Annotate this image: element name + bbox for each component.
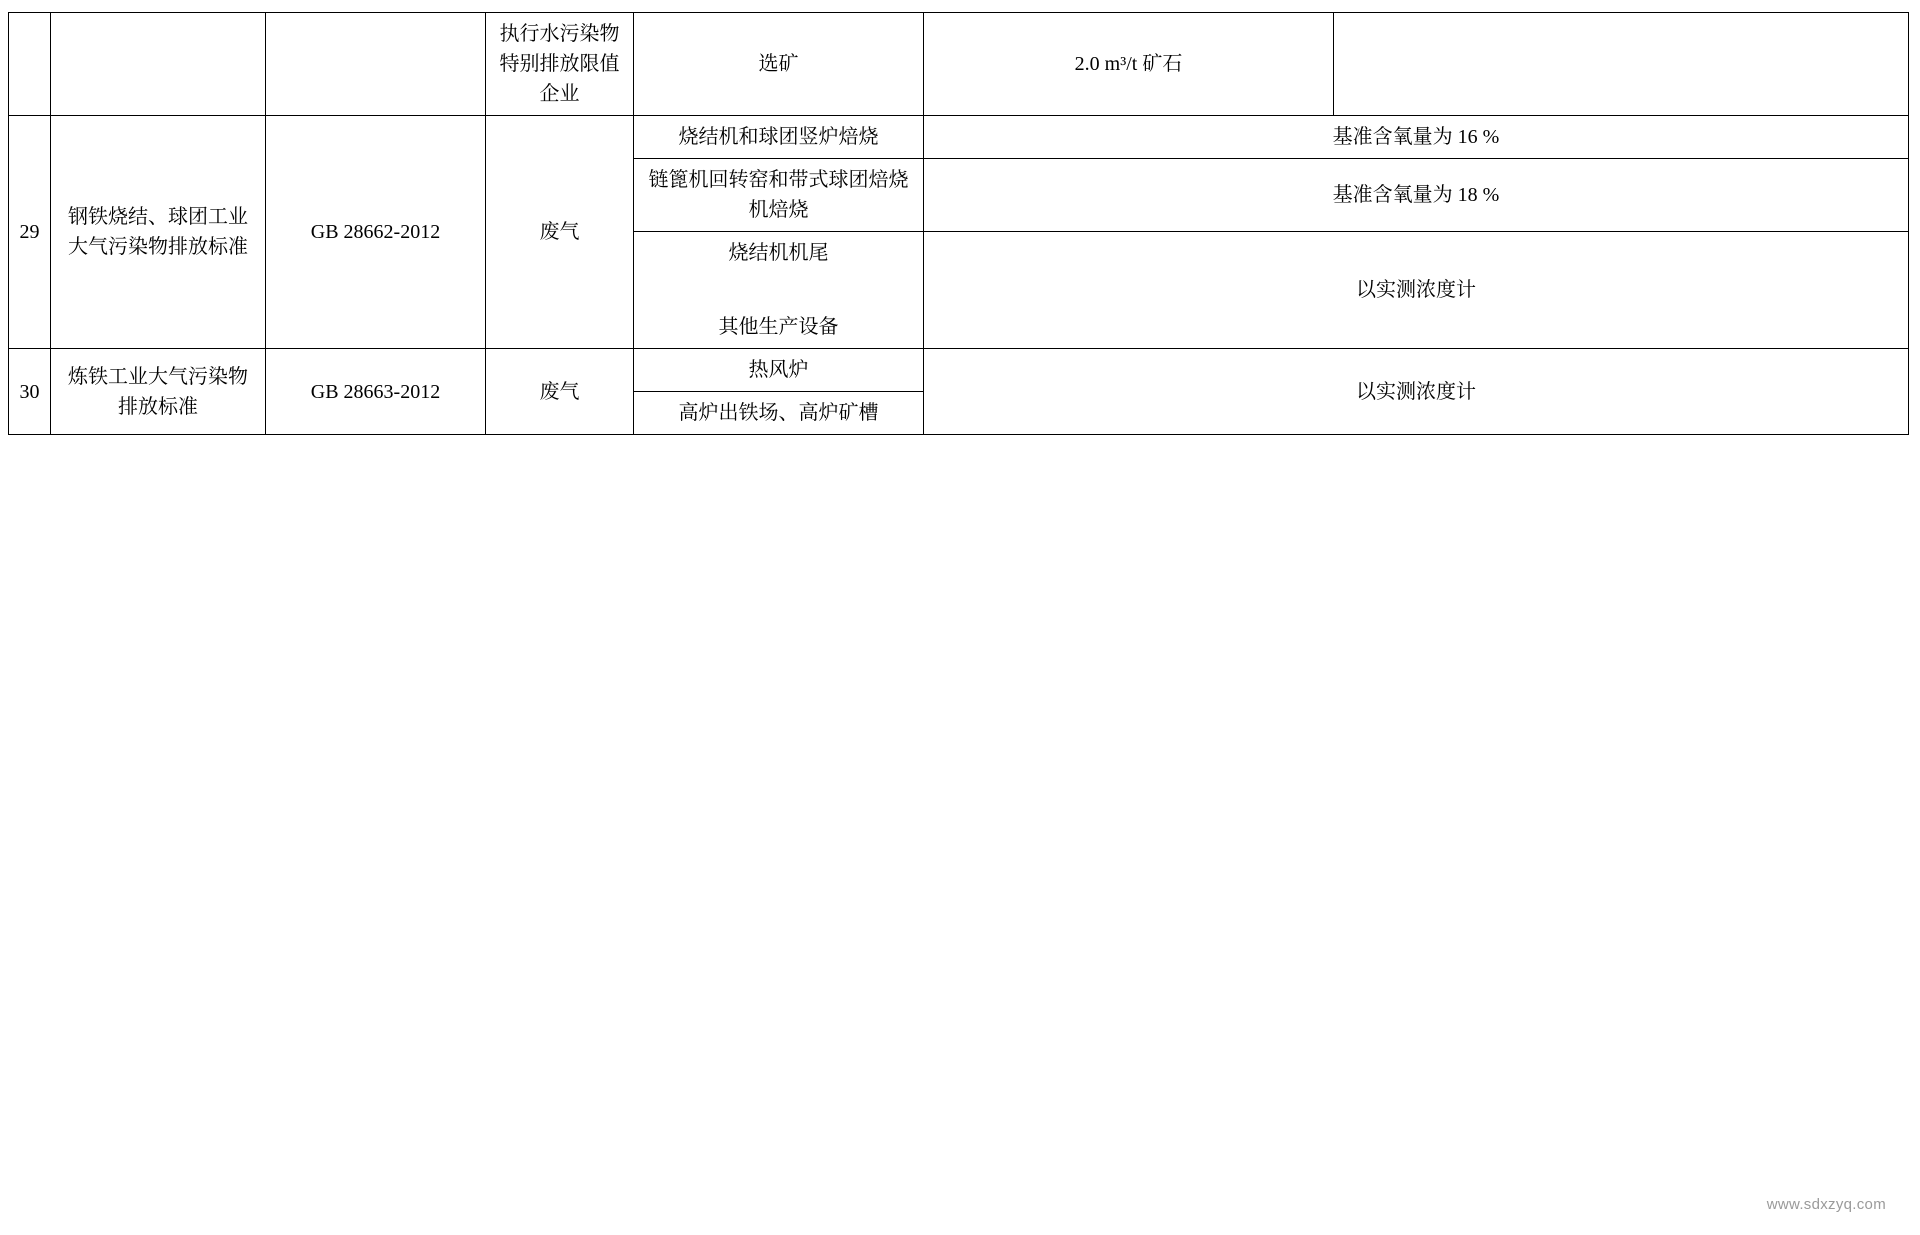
cell-process: 选矿: [634, 13, 924, 116]
cell-emission-type: 废气: [486, 349, 634, 435]
table-row: [9, 13, 1909, 116]
cell-process: 高炉出铁场、高炉矿槽: [634, 392, 924, 435]
cell-limit-value: 2.0 m³/t 矿石: [924, 13, 1334, 116]
cell-limit-value: 以实测浓度计: [924, 349, 1909, 435]
cell-standard-code: [266, 13, 486, 116]
cell-row-number: 30: [9, 349, 51, 435]
table-row: [9, 116, 1909, 159]
cell-row-number: 29: [9, 116, 51, 349]
document-page: [0, 12, 1920, 1235]
standards-table: [8, 12, 1909, 435]
cell-process: 热风炉: [634, 349, 924, 392]
cell-standard-name: [51, 13, 266, 116]
cell-emission-type: 废气: [486, 116, 634, 349]
cell-remark: [1334, 13, 1909, 116]
cell-process-label-a: 烧结机机尾: [728, 242, 829, 264]
cell-limit-value: 以实测浓度计: [924, 232, 1909, 349]
cell-limit-value: 基准含氧量为 16 %: [924, 116, 1909, 159]
cell-limit-value: 基准含氧量为 18 %: [924, 159, 1909, 232]
cell-standard-code: GB 28663-2012: [266, 349, 486, 435]
cell-emission-type: 执行水污染物特别排放限值企业: [486, 13, 634, 116]
table-row: [9, 349, 1909, 392]
cell-row-number: [9, 13, 51, 116]
cell-standard-name: 钢铁烧结、球团工业大气污染物排放标准: [51, 116, 266, 349]
cell-process: [634, 232, 924, 349]
cell-process: 烧结机和球团竖炉焙烧: [634, 116, 924, 159]
cell-process: 链篦机回转窑和带式球团焙烧机焙烧: [634, 159, 924, 232]
cell-process-label-b: 其他生产设备: [718, 316, 839, 338]
cell-standard-name: 炼铁工业大气污染物排放标准: [51, 349, 266, 435]
spacer: [642, 268, 915, 312]
site-watermark: www.sdxzyq.com: [1766, 1196, 1886, 1213]
cell-standard-code: GB 28662-2012: [266, 116, 486, 349]
